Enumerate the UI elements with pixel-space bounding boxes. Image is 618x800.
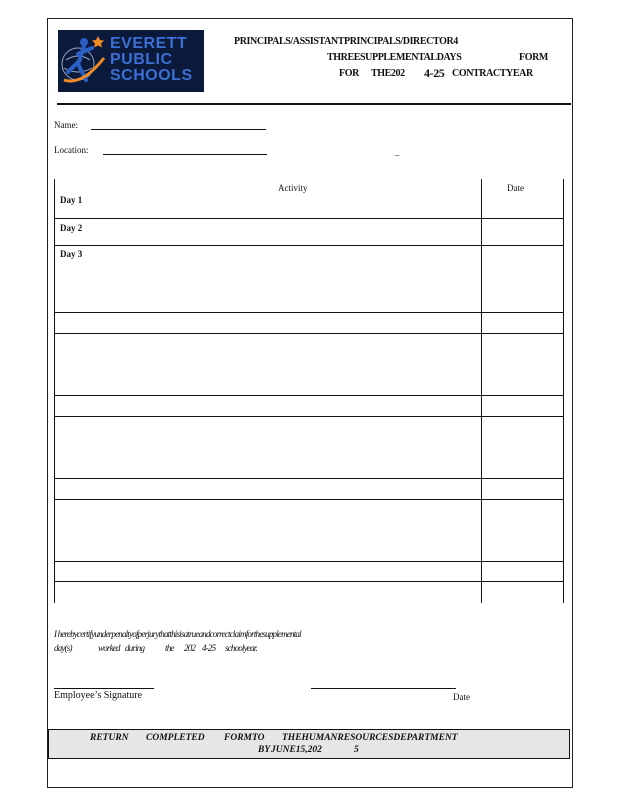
footer-completed: COMPLETED [146, 733, 205, 743]
table-row[interactable] [54, 417, 564, 479]
activity-table [54, 179, 564, 603]
certification-202: 202 [184, 643, 196, 653]
table-row[interactable] [54, 179, 564, 219]
logo-wordmark [110, 36, 193, 84]
employee-signature-field[interactable] [54, 688, 154, 689]
certification-line-1: I herebycertifyunderpenaltyofperjurythatthisisatrueandcorrectclaimforthesupplemental [54, 629, 301, 639]
name-label: Name: [54, 120, 78, 130]
table-row[interactable] [54, 334, 564, 396]
footer-department: THEHUMANRESOURCESDEPARTMENT [282, 733, 458, 743]
day-2-label: Day 2 [60, 223, 83, 233]
date-column-header: Date [507, 183, 524, 193]
footer-deadline-year: 5 [354, 745, 359, 755]
everett-public-schools-logo [58, 30, 204, 92]
table-row[interactable] [54, 479, 564, 500]
certification-worked: worked [98, 643, 120, 653]
header-line-3-year: 4-25 [424, 66, 445, 80]
date-signature-label: Date [453, 692, 470, 702]
logo-figure-icon [58, 30, 110, 92]
day-1-label: Day 1 [60, 195, 83, 205]
logo-line-everett: EVERETT [110, 35, 188, 52]
location-field[interactable] [103, 154, 267, 155]
header-divider [57, 103, 571, 105]
footer-return: RETURN [90, 733, 129, 743]
header-line-2-title: THREESUPPLEMENTALDAYS [327, 52, 462, 63]
footer-deadline: JUNE15,202 [271, 745, 322, 755]
date-signature-field[interactable] [311, 688, 456, 689]
stray-underscore: _ [395, 147, 400, 157]
certification-dayss: day(s) [54, 643, 72, 653]
day-3-label: Day 3 [60, 249, 83, 259]
table-row[interactable] [54, 219, 564, 246]
name-field[interactable] [91, 129, 266, 130]
activity-column-header: Activity [278, 183, 308, 193]
employee-signature-label: Employee’s Signature [54, 690, 143, 701]
header-line-3-contract: CONTRACTYEAR [452, 68, 533, 79]
logo-line-public: PUBLIC [110, 51, 173, 68]
certification-schoolyear: schoolyear. [225, 643, 257, 653]
certification-the: the [165, 643, 174, 653]
location-label: Location: [54, 145, 89, 155]
logo-line-schools: SCHOOLS [110, 67, 193, 84]
footer-formto: FORMTO [224, 733, 265, 743]
header-line-3-the: THE202 [371, 68, 405, 79]
table-row[interactable] [54, 246, 564, 313]
table-row[interactable] [54, 562, 564, 582]
header-line-1: PRINCIPALS/ASSISTANTPRINCIPALS/DIRECTOR4 [234, 36, 458, 47]
table-row[interactable] [54, 313, 564, 334]
header-line-3-for: FOR [339, 68, 359, 79]
footer-by: BY [258, 745, 271, 755]
return-instructions-box [48, 729, 570, 759]
table-row[interactable] [54, 582, 564, 603]
certification-during: during [125, 643, 145, 653]
table-row[interactable] [54, 500, 564, 562]
certification-year: 4-25 [202, 643, 216, 653]
table-row[interactable] [54, 396, 564, 417]
header-line-2-form: FORM [519, 52, 548, 63]
